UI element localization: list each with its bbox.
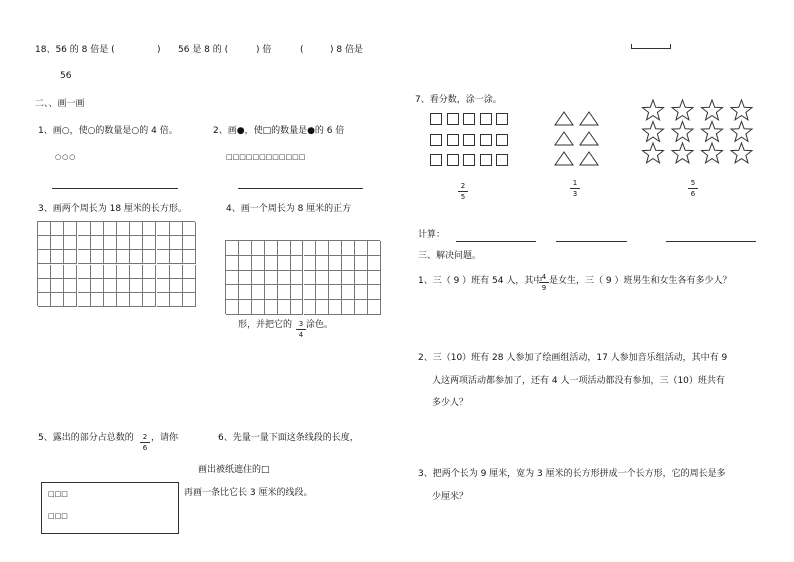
q5-text: 5、露出的部分占总数的 — [38, 433, 134, 443]
grid-cell[interactable] — [368, 241, 381, 256]
grid-cell[interactable] — [278, 256, 291, 271]
section2-title: 二、、画一画 — [35, 99, 85, 109]
grid-cell[interactable] — [265, 256, 278, 271]
square-icon[interactable] — [447, 134, 459, 146]
calc-answer-line-2[interactable] — [556, 241, 627, 242]
grid-cell[interactable] — [368, 300, 381, 315]
p1-frac-den: 9 — [541, 284, 547, 292]
grid-cell[interactable] — [170, 250, 183, 264]
grid-cell[interactable] — [130, 236, 143, 250]
grid-cell[interactable] — [239, 271, 252, 286]
star-icon[interactable] — [731, 100, 752, 120]
star-icon[interactable] — [702, 122, 723, 142]
grid-cell[interactable] — [342, 271, 355, 286]
q6-text2: 再画一条比它长 3 厘米的线段。 — [184, 488, 313, 498]
grid-cell[interactable] — [329, 256, 342, 271]
grid-cell[interactable] — [170, 293, 183, 307]
grid-cell[interactable] — [239, 241, 252, 256]
q2-shapes: □□□□□□□□□□□□ — [226, 153, 306, 161]
square-icon[interactable] — [447, 113, 459, 125]
grid-cell[interactable] — [117, 293, 130, 307]
fraction-bar — [539, 282, 549, 283]
grid-cell[interactable] — [342, 256, 355, 271]
grid-cell[interactable] — [329, 285, 342, 300]
q3-text: 3、画两个周长为 18 厘米的长方形。 — [38, 204, 187, 214]
q7-frac2-den: 3 — [572, 190, 578, 198]
grid-cell[interactable] — [78, 279, 91, 293]
q7-triangles[interactable] — [553, 110, 603, 166]
grid-cell[interactable] — [143, 293, 156, 307]
p2-line3: 多少人？ — [432, 398, 469, 408]
square-icon[interactable] — [430, 113, 442, 125]
p1-fraction — [539, 273, 549, 292]
calc-label: 计算： — [418, 230, 446, 240]
grid-cell[interactable] — [304, 285, 317, 300]
grid-cell[interactable] — [239, 285, 252, 300]
q7-frac1 — [458, 182, 468, 201]
grid-cell[interactable] — [304, 256, 317, 271]
grid-cell[interactable] — [130, 293, 143, 307]
grid-cell[interactable] — [355, 241, 368, 256]
grid-cell[interactable] — [170, 265, 183, 279]
q1-answer-line[interactable] — [52, 188, 178, 189]
q18-part-c: 56 是 8 的 ( — [178, 45, 229, 55]
triangle-icon[interactable] — [580, 152, 598, 165]
grid-cell[interactable] — [291, 271, 304, 286]
grid-cell[interactable] — [226, 285, 239, 300]
star-icon[interactable] — [702, 143, 723, 163]
grid-cell[interactable] — [355, 271, 368, 286]
q7-frac3 — [688, 179, 698, 198]
grid-cell[interactable] — [342, 300, 355, 315]
grid-cell[interactable] — [252, 271, 265, 286]
grid-cell[interactable] — [265, 300, 278, 315]
triangle-icon[interactable] — [580, 112, 598, 125]
grid-cell[interactable] — [130, 250, 143, 264]
square-icon[interactable] — [480, 113, 492, 125]
p1-part-b: 是女生，三（ 9 ）班男生和女生各有多少人？ — [549, 276, 732, 286]
triangle-icon[interactable] — [555, 112, 573, 125]
q5-frac-num: 2 — [142, 433, 148, 441]
grid-cell[interactable] — [51, 279, 64, 293]
q7-frac3-den: 6 — [690, 190, 696, 198]
section3-title: 三、解决问题。 — [418, 251, 482, 261]
grid-cell[interactable] — [329, 241, 342, 256]
square-icon[interactable] — [496, 154, 508, 166]
grid-cell[interactable] — [304, 300, 317, 315]
square-icon[interactable] — [463, 134, 475, 146]
grid-cell[interactable] — [170, 236, 183, 250]
p3-line2: 少厘米？ — [432, 492, 469, 502]
grid-cell[interactable] — [130, 279, 143, 293]
grid-cell[interactable] — [226, 271, 239, 286]
p2-line2: 人这两项活动都参加了，还有 4 人一项活动都没有参加，三（10）班共有 — [432, 376, 725, 386]
q7-frac1-num: 2 — [460, 182, 466, 190]
fraction-bar — [458, 191, 468, 192]
grid-cell[interactable] — [78, 222, 91, 236]
grid-cell[interactable] — [38, 222, 51, 236]
grid-cell[interactable] — [143, 236, 156, 250]
q1-text: 1、画○，使○的数量是○的 4 倍。 — [38, 126, 178, 136]
grid-cell[interactable] — [278, 300, 291, 315]
grid-cell[interactable] — [252, 300, 265, 315]
grid-cell[interactable] — [91, 293, 104, 307]
fraction-bar — [140, 442, 150, 443]
grid-cell[interactable] — [143, 250, 156, 264]
q18-part-f: ) 8 倍是 — [330, 45, 363, 55]
q7-stars[interactable] — [640, 100, 760, 166]
p1-frac-num: 4 — [541, 273, 547, 281]
grid-cell[interactable] — [104, 236, 117, 250]
square-icon[interactable] — [430, 134, 442, 146]
star-icon[interactable] — [672, 122, 693, 142]
q6-text: 6、先量一量下面这条线段的长度， — [218, 433, 359, 443]
q2-answer-line[interactable] — [238, 188, 363, 189]
star-icon[interactable] — [672, 143, 693, 163]
p3-line1: 3、把两个长为 9 厘米，宽为 3 厘米的长方形拼成一个长方形，它的周长是多 — [418, 469, 726, 479]
grid-cell[interactable] — [239, 256, 252, 271]
grid-cell[interactable] — [226, 241, 239, 256]
calc-answer-line-3[interactable] — [666, 241, 756, 242]
q5-row2: □□□ — [48, 512, 68, 520]
grid-cell[interactable] — [226, 300, 239, 315]
square-icon[interactable] — [496, 113, 508, 125]
fraction-bar — [296, 329, 306, 330]
q7-frac2 — [570, 179, 580, 198]
grid-cell[interactable] — [265, 285, 278, 300]
q4-fraction — [296, 320, 306, 339]
grid-cell[interactable] — [278, 241, 291, 256]
grid-cell[interactable] — [368, 285, 381, 300]
grid-cell[interactable] — [239, 300, 252, 315]
q18-part-b: ) — [157, 45, 161, 55]
star-icon[interactable] — [643, 122, 664, 142]
grid-cell[interactable] — [104, 222, 117, 236]
grid-cell[interactable] — [78, 236, 91, 250]
grid-cell[interactable] — [38, 236, 51, 250]
grid-cell[interactable] — [38, 279, 51, 293]
q1-shapes: ○○○ — [55, 153, 77, 161]
grid-cell[interactable] — [355, 285, 368, 300]
grid-cell[interactable] — [278, 271, 291, 286]
p2-line1: 2、三（10）班有 28 人参加了绘画组活动，17 人参加音乐组活动，其中有 9 — [418, 353, 728, 363]
grid-cell[interactable] — [64, 279, 77, 293]
q18-part-d: ) 倍 — [256, 45, 272, 55]
grid-cell[interactable] — [117, 222, 130, 236]
square-icon[interactable] — [463, 154, 475, 166]
grid-cell[interactable] — [368, 256, 381, 271]
grid-cell[interactable] — [104, 265, 117, 279]
grid-cell[interactable] — [252, 241, 265, 256]
grid-cell[interactable] — [291, 285, 304, 300]
star-icon[interactable] — [731, 143, 752, 163]
grid-cell[interactable] — [183, 279, 196, 293]
square-icon[interactable] — [447, 154, 459, 166]
triangle-icon[interactable] — [555, 132, 573, 145]
grid-cell[interactable] — [104, 293, 117, 307]
grid-cell[interactable] — [316, 256, 329, 271]
grid-cell[interactable] — [157, 265, 170, 279]
grid-cell[interactable] — [316, 241, 329, 256]
grid-cell[interactable] — [157, 222, 170, 236]
grid-cell[interactable] — [51, 265, 64, 279]
grid-cell[interactable] — [291, 300, 304, 315]
grid-cell[interactable] — [64, 265, 77, 279]
q3-grid[interactable] — [37, 221, 195, 306]
grid-cell[interactable] — [170, 279, 183, 293]
q4-frac-num: 3 — [298, 320, 304, 328]
grid-cell[interactable] — [291, 241, 304, 256]
grid-cell[interactable] — [265, 241, 278, 256]
grid-cell[interactable] — [117, 265, 130, 279]
grid-cell[interactable] — [304, 271, 317, 286]
square-icon[interactable] — [480, 154, 492, 166]
q4-frac-den: 4 — [298, 331, 304, 339]
fraction-bar — [688, 188, 698, 189]
grid-cell[interactable] — [291, 256, 304, 271]
q7-frac3-num: 5 — [690, 179, 696, 187]
grid-cell[interactable] — [316, 300, 329, 315]
q18-part-a: 18、56 的 8 倍是 ( — [35, 45, 115, 55]
grid-cell[interactable] — [104, 250, 117, 264]
p1-part-a: 1、三（ 9 ）班有 54 人，其中 — [418, 276, 543, 286]
q5-fraction — [140, 433, 150, 452]
square-icon[interactable] — [496, 134, 508, 146]
q5-row1: □□□ — [48, 490, 68, 498]
star-icon[interactable] — [672, 100, 693, 120]
grid-cell[interactable] — [226, 256, 239, 271]
q18-part-g: 56 — [60, 71, 72, 81]
grid-cell[interactable] — [278, 285, 291, 300]
triangle-icon[interactable] — [580, 132, 598, 145]
grid-cell[interactable] — [329, 271, 342, 286]
grid-cell[interactable] — [64, 293, 77, 307]
grid-cell[interactable] — [130, 222, 143, 236]
q4-text2: 形，并把它的 — [238, 320, 293, 330]
grid-cell[interactable] — [91, 265, 104, 279]
grid-cell[interactable] — [51, 250, 64, 264]
grid-cell[interactable] — [143, 279, 156, 293]
grid-cell[interactable] — [157, 250, 170, 264]
grid-cell[interactable] — [143, 265, 156, 279]
q5-frac-den: 6 — [142, 444, 148, 452]
star-icon[interactable] — [643, 100, 664, 120]
grid-cell[interactable] — [157, 279, 170, 293]
q7-frac1-den: 5 — [460, 193, 466, 201]
fraction-bar — [570, 188, 580, 189]
q5-text2: ，请你 — [151, 433, 179, 443]
grid-cell[interactable] — [117, 236, 130, 250]
grid-cell[interactable] — [38, 293, 51, 307]
grid-cell[interactable] — [64, 222, 77, 236]
grid-cell[interactable] — [157, 293, 170, 307]
grid-cell[interactable] — [117, 250, 130, 264]
star-icon[interactable] — [643, 143, 664, 163]
grid-cell[interactable] — [252, 256, 265, 271]
grid-cell[interactable] — [117, 279, 130, 293]
grid-cell[interactable] — [252, 285, 265, 300]
grid-cell[interactable] — [91, 279, 104, 293]
bracket-mark — [631, 44, 671, 49]
grid-cell[interactable] — [91, 236, 104, 250]
grid-cell[interactable] — [183, 250, 196, 264]
grid-cell[interactable] — [342, 285, 355, 300]
grid-cell[interactable] — [51, 293, 64, 307]
q18-part-e: ( — [300, 45, 304, 55]
grid-cell[interactable] — [368, 271, 381, 286]
star-icon[interactable] — [702, 100, 723, 120]
grid-cell[interactable] — [38, 265, 51, 279]
grid-cell[interactable] — [157, 236, 170, 250]
grid-cell[interactable] — [183, 293, 196, 307]
grid-cell[interactable] — [183, 265, 196, 279]
grid-cell[interactable] — [104, 279, 117, 293]
grid-cell[interactable] — [91, 222, 104, 236]
grid-cell[interactable] — [51, 236, 64, 250]
q4-text: 4、画一个周长为 8 厘米的正方 — [226, 204, 352, 214]
grid-cell[interactable] — [78, 265, 91, 279]
square-icon[interactable] — [463, 113, 475, 125]
q4-grid[interactable] — [225, 240, 380, 314]
q5-text3: 画出被纸遮住的□ — [198, 465, 270, 475]
calc-answer-line-1[interactable] — [456, 241, 536, 242]
grid-cell[interactable] — [78, 250, 91, 264]
q4-text3: 涂色。 — [306, 320, 334, 330]
q7-text: 7、看分数，涂一涂。 — [415, 95, 502, 105]
grid-cell[interactable] — [183, 222, 196, 236]
grid-cell[interactable] — [355, 300, 368, 315]
grid-cell[interactable] — [38, 250, 51, 264]
grid-cell[interactable] — [304, 241, 317, 256]
grid-cell[interactable] — [265, 271, 278, 286]
grid-cell[interactable] — [64, 236, 77, 250]
grid-cell[interactable] — [316, 271, 329, 286]
grid-cell[interactable] — [316, 285, 329, 300]
grid-cell[interactable] — [170, 222, 183, 236]
square-icon[interactable] — [480, 134, 492, 146]
grid-cell[interactable] — [51, 222, 64, 236]
triangle-icon[interactable] — [555, 152, 573, 165]
grid-cell[interactable] — [91, 250, 104, 264]
grid-cell[interactable] — [342, 241, 355, 256]
grid-cell[interactable] — [143, 222, 156, 236]
grid-cell[interactable] — [78, 293, 91, 307]
grid-cell[interactable] — [64, 250, 77, 264]
grid-cell[interactable] — [355, 256, 368, 271]
square-icon[interactable] — [430, 154, 442, 166]
grid-cell[interactable] — [329, 300, 342, 315]
star-icon[interactable] — [731, 122, 752, 142]
grid-cell[interactable] — [183, 236, 196, 250]
q2-text: 2、画●，使□的数量是●的 6 倍 — [213, 126, 345, 136]
q7-frac2-num: 1 — [572, 179, 578, 187]
grid-cell[interactable] — [130, 265, 143, 279]
